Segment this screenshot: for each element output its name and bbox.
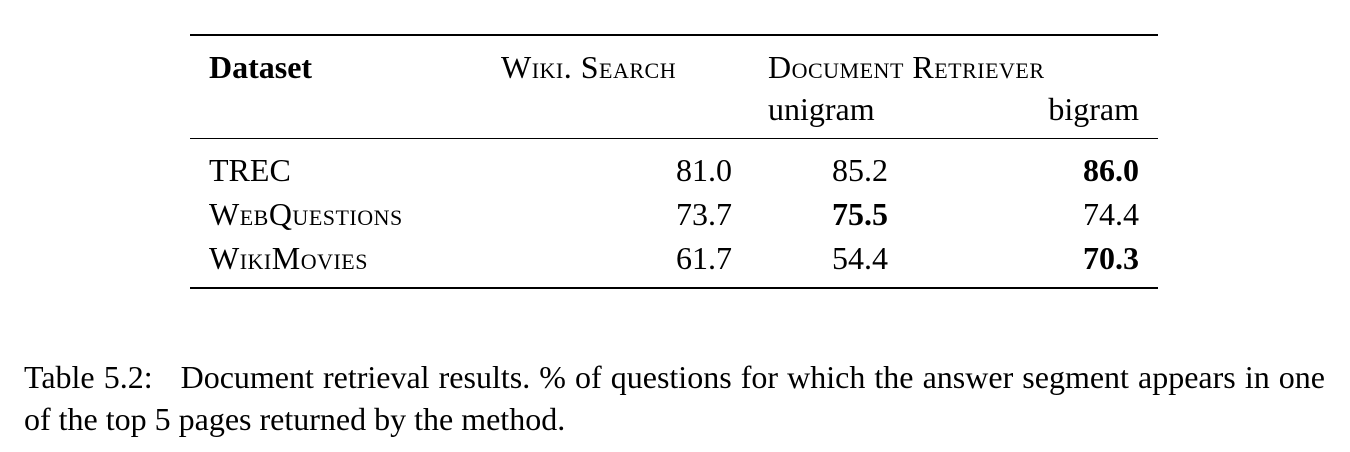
header-document-retriever: Document Retriever <box>768 49 1045 85</box>
row-webquestions-wiki-search: 73.7 <box>676 196 732 232</box>
row-trec-dataset: TREC <box>209 152 291 188</box>
caption-text: Document retrieval results. % of questions for which the answer segment appears in one of the top 5 pages returned by the method. <box>24 359 1326 437</box>
table-bottom-rule <box>190 287 1158 289</box>
header-bigram: bigram <box>1048 91 1139 127</box>
row-wikimovies-unigram: 54.4 <box>832 240 888 276</box>
row-webquestions-dataset: WebQuestions <box>209 196 403 232</box>
row-webquestions-bigram: 74.4 <box>1083 196 1139 232</box>
header-wiki-search: Wiki. Search <box>501 49 677 85</box>
table-mid-rule <box>190 138 1158 139</box>
header-unigram: unigram <box>768 91 875 127</box>
row-wikimovies-bigram: 70.3 <box>1083 240 1139 276</box>
table-top-rule <box>190 34 1158 36</box>
row-trec-unigram: 85.2 <box>832 152 888 188</box>
row-wikimovies-wiki-search: 61.7 <box>676 240 732 276</box>
row-trec-bigram: 86.0 <box>1083 152 1139 188</box>
table-caption <box>24 356 1325 440</box>
header-dataset: Dataset <box>209 49 313 85</box>
row-trec-wiki-search: 81.0 <box>676 152 732 188</box>
row-webquestions-unigram: 75.5 <box>832 196 888 232</box>
caption-label: Table 5.2: <box>24 359 153 395</box>
row-wikimovies-dataset: WikiMovies <box>209 240 368 276</box>
